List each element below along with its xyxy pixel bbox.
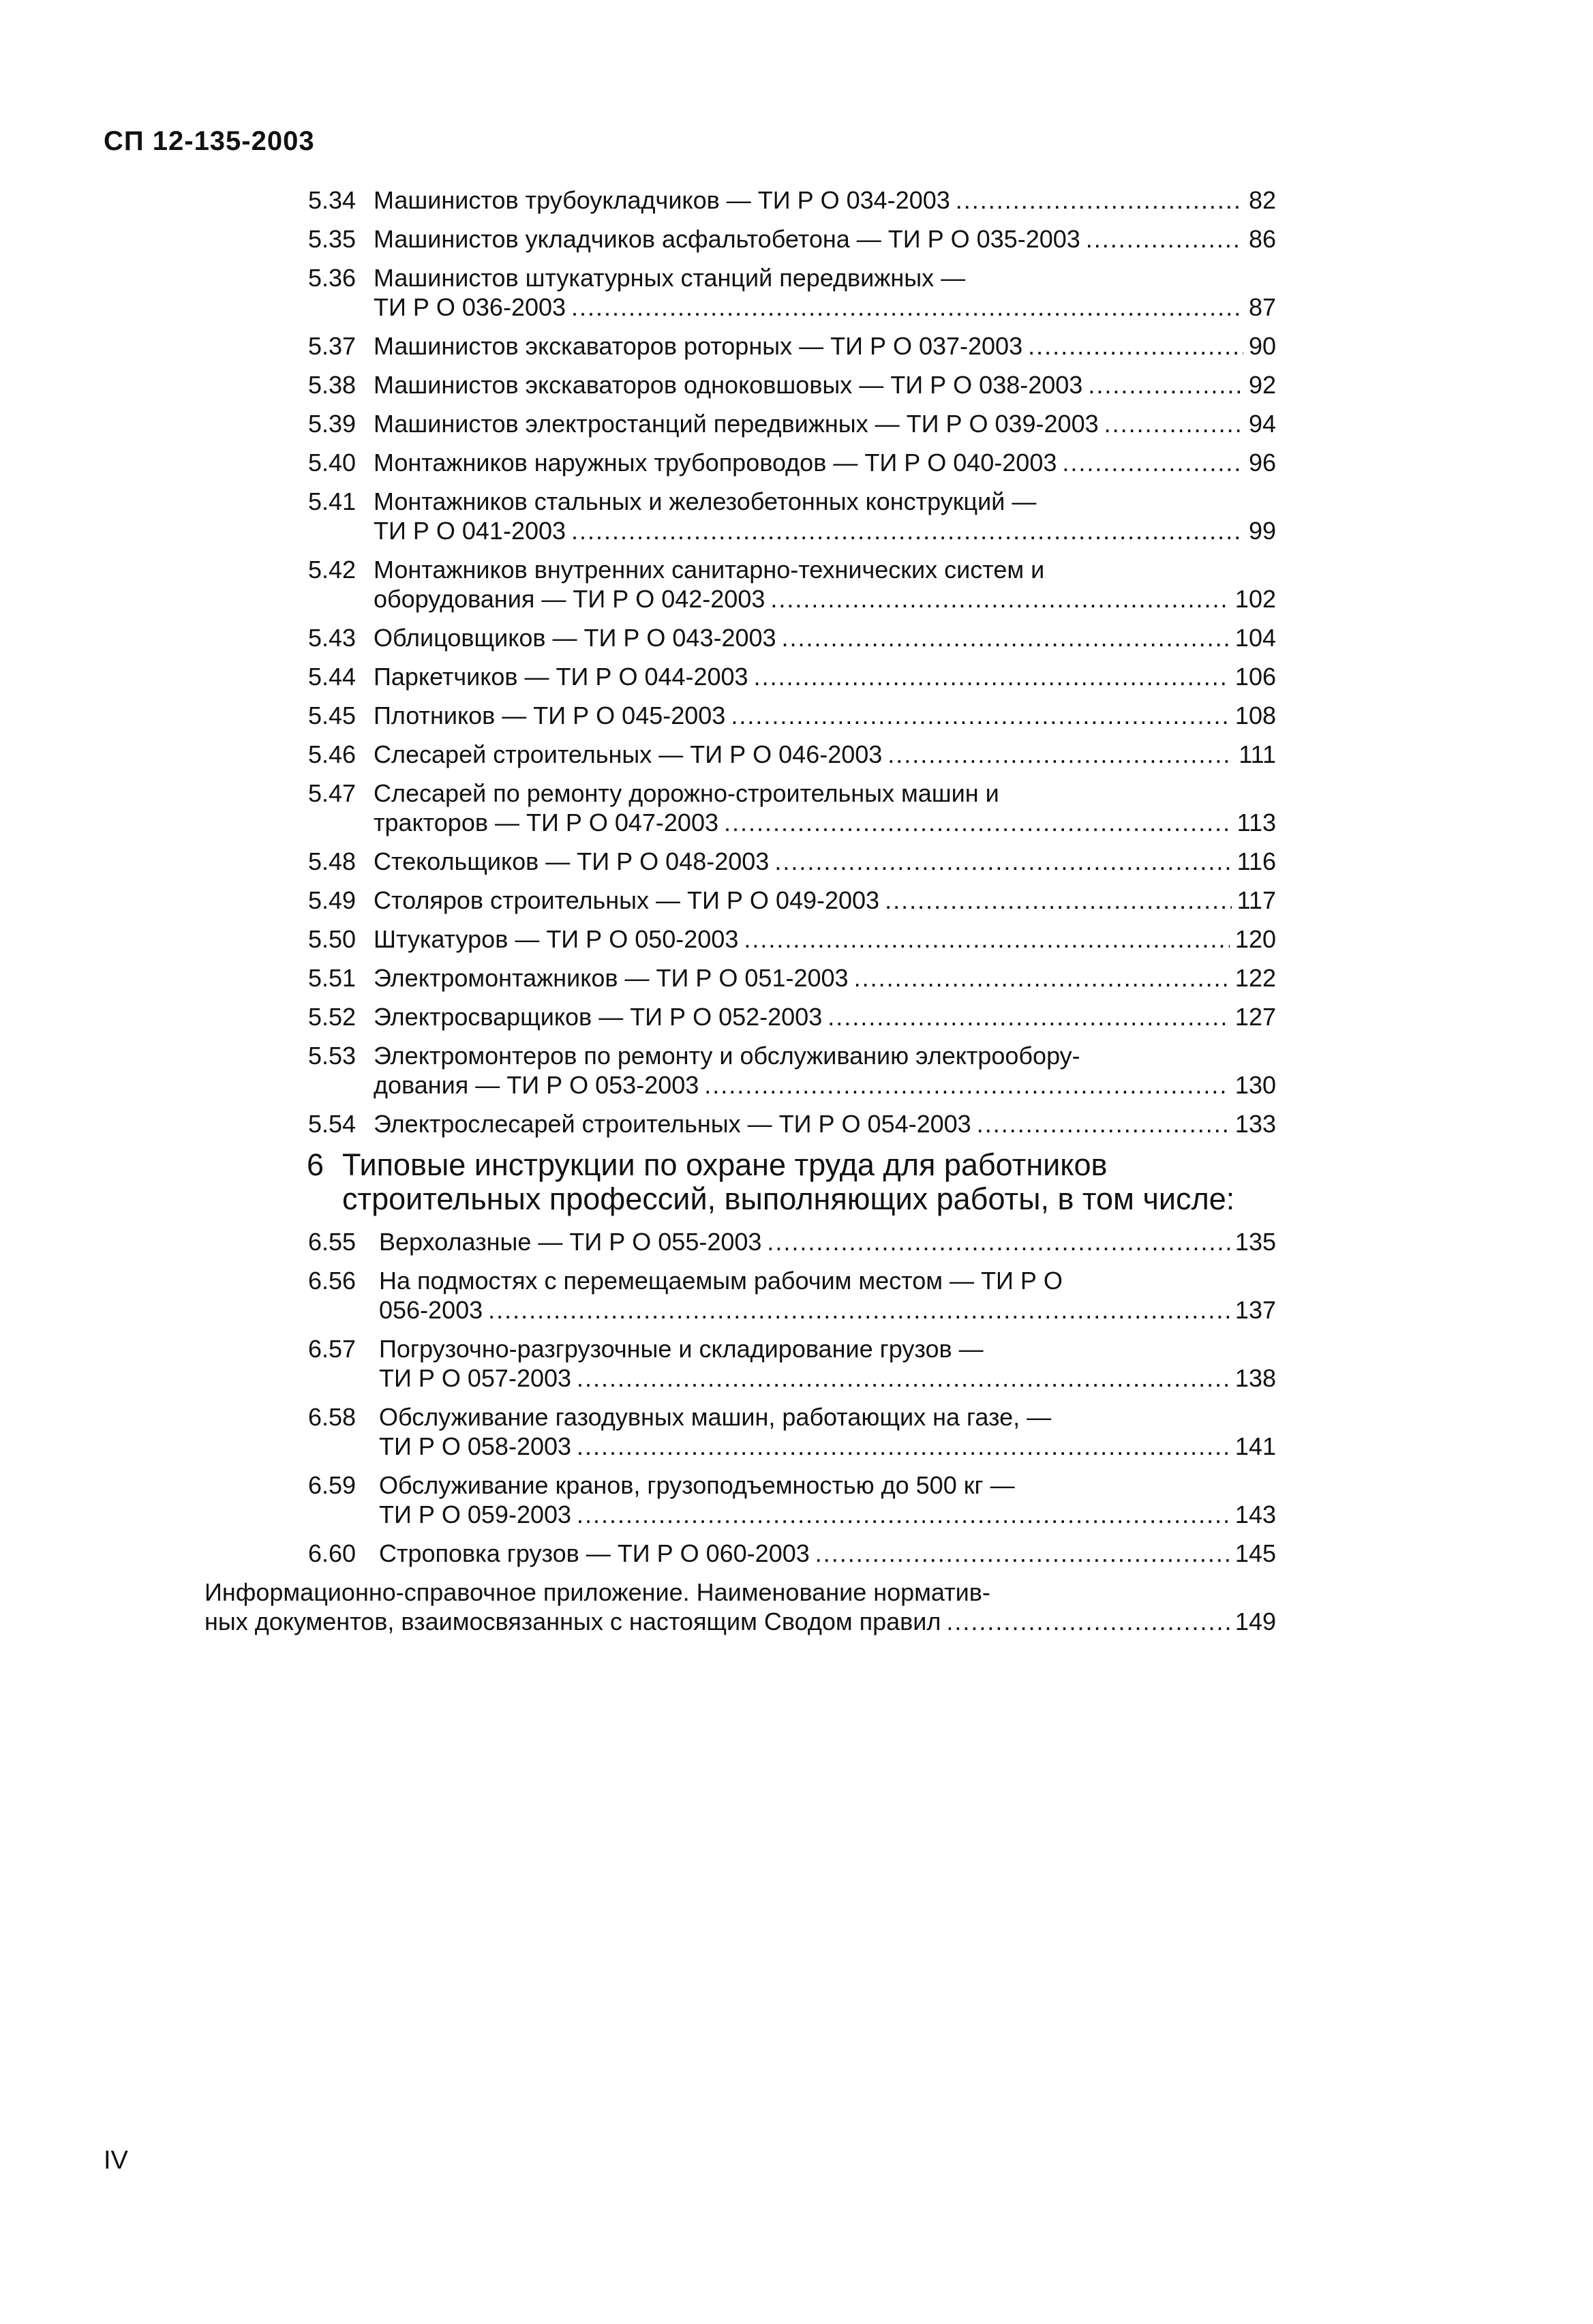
page-number-ref: 130 — [1234, 1071, 1276, 1099]
entry-text: ных документов, взаимосвязанных с настоящим Сводом правил — [204, 1608, 941, 1635]
entry-text: Машинистов электростанций передвижных — ТИ Р О 039-2003 — [374, 410, 1099, 438]
entry-last-line — [308, 1363, 1276, 1393]
entry-number: 5.43 — [308, 624, 356, 652]
entry-first-line — [308, 1002, 1276, 1031]
page-number-ref: 90 — [1248, 332, 1276, 360]
dot-leader — [571, 292, 1243, 322]
toc-entry[interactable] — [308, 963, 1276, 993]
dot-leader — [828, 1002, 1230, 1031]
entry-first-line — [308, 331, 1276, 361]
entry-first-line — [308, 1266, 1276, 1295]
entry-number: 5.51 — [308, 964, 356, 992]
dot-leader — [770, 584, 1230, 614]
entry-number: 6.56 — [308, 1267, 356, 1295]
entry-last-line — [374, 701, 1276, 730]
entry-last-line — [374, 331, 1276, 361]
page-number-ref: 120 — [1234, 925, 1276, 953]
entry-text: ТИ Р О 041-2003 — [374, 517, 566, 545]
entry-first-line — [308, 448, 1276, 477]
entry-first-line — [308, 185, 1276, 215]
entry-first-line — [308, 1041, 1276, 1070]
toc-entry[interactable] — [308, 1041, 1276, 1100]
page-number-ref: 135 — [1234, 1228, 1276, 1256]
page-number-ref: 99 — [1248, 517, 1276, 545]
dot-leader — [577, 1500, 1230, 1529]
entry-number: 6.57 — [308, 1335, 356, 1363]
dot-leader — [956, 185, 1243, 215]
entry-number: 5.39 — [308, 410, 356, 438]
entry-text: Верхолазные — ТИ Р О 055-2003 — [379, 1228, 762, 1256]
entry-text-line: Обслуживание газодувных машин, работающих на газе, — — [379, 1403, 1052, 1431]
entry-number: 5.38 — [308, 371, 356, 399]
toc-entry[interactable] — [308, 924, 1276, 954]
entry-first-line — [308, 886, 1276, 915]
toc-entry[interactable] — [308, 740, 1276, 769]
document-code-header: СП 12-135-2003 — [104, 126, 315, 156]
entry-number: 5.34 — [308, 186, 356, 214]
toc-entry[interactable] — [308, 185, 1276, 215]
entry-first-line — [308, 555, 1276, 584]
toc-entry[interactable] — [308, 370, 1276, 399]
entry-text: Строповка грузов — ТИ Р О 060-2003 — [379, 1539, 810, 1567]
toc-list-section-6 — [308, 1227, 1276, 1568]
toc-list-section-5 — [308, 185, 1276, 1138]
entry-first-line — [308, 662, 1276, 691]
page-number-ref: 137 — [1234, 1296, 1276, 1324]
entry-first-line — [308, 409, 1276, 438]
page-number-ref: 149 — [1234, 1608, 1276, 1635]
toc-entry[interactable] — [308, 1539, 1276, 1568]
toc-entry-appendix[interactable] — [204, 1578, 1276, 1636]
entry-text: Электромонтажников — ТИ Р О 051-2003 — [374, 964, 849, 992]
entry-text-line: Машинистов штукатурных станций передвижных — — [374, 264, 966, 292]
entry-last-line — [308, 1500, 1276, 1529]
entry-text: ТИ Р О 058-2003 — [379, 1432, 572, 1460]
page-number-ref: 113 — [1237, 809, 1276, 836]
toc-entry[interactable] — [308, 555, 1276, 614]
page-number-ref: 94 — [1248, 410, 1276, 438]
entry-number: 5.50 — [308, 925, 356, 953]
entry-first-line — [308, 963, 1276, 993]
page-number-ref: 106 — [1234, 663, 1276, 691]
entry-number: 5.41 — [308, 487, 356, 515]
entry-number: 6.60 — [308, 1539, 356, 1567]
toc-entry[interactable] — [308, 1334, 1276, 1393]
dot-leader — [977, 1109, 1230, 1138]
entry-number: 5.48 — [308, 847, 356, 875]
dot-leader — [854, 963, 1230, 993]
entry-last-line — [204, 1607, 1276, 1636]
entry-number: 5.40 — [308, 449, 356, 477]
entry-text: Электросварщиков — ТИ Р О 052-2003 — [374, 1003, 823, 1031]
dot-leader — [744, 924, 1230, 954]
toc-entry[interactable] — [308, 662, 1276, 691]
entry-text: тракторов — ТИ Р О 047-2003 — [374, 809, 718, 836]
entry-text: Монтажников наружных трубопроводов — ТИ Р О 040-2003 — [374, 449, 1057, 477]
dot-leader — [577, 1432, 1230, 1461]
dot-leader — [782, 623, 1230, 652]
entry-last-line — [374, 963, 1276, 993]
dot-leader — [767, 1227, 1230, 1256]
entry-last-line — [374, 662, 1276, 691]
entry-last-line — [308, 808, 1276, 837]
entry-last-line — [374, 740, 1276, 769]
entry-number: 5.36 — [308, 264, 356, 292]
entry-text-line: Погрузочно-разгрузочные и складирование грузов — — [379, 1335, 984, 1363]
page-number-ref: 141 — [1234, 1432, 1276, 1460]
entry-text: Плотников — ТИ Р О 045-2003 — [374, 701, 726, 729]
dot-leader — [731, 701, 1230, 730]
entry-number: 5.54 — [308, 1110, 356, 1138]
dot-leader — [1088, 370, 1243, 399]
dot-leader — [577, 1363, 1230, 1393]
page-number-ref: 86 — [1248, 225, 1276, 253]
entry-text: Машинистов экскаваторов роторных — ТИ Р О 037-2003 — [374, 332, 1023, 360]
entry-first-line — [308, 740, 1276, 769]
page-number-ref: 87 — [1248, 293, 1276, 321]
entry-text: оборудования — ТИ Р О 042-2003 — [374, 585, 765, 613]
toc-entry[interactable] — [308, 1109, 1276, 1138]
entry-number: 6.58 — [308, 1403, 356, 1431]
entry-first-line — [308, 701, 1276, 730]
page-number-ref: 117 — [1237, 886, 1276, 914]
toc-section-6-heading[interactable] — [307, 1148, 1276, 1216]
toc-entry[interactable] — [308, 886, 1276, 915]
page-number-ref: 122 — [1234, 964, 1276, 992]
entry-text-line: Электромонтеров по ремонту и обслуживанию электрообору- — [374, 1042, 1080, 1070]
entry-first-line — [308, 847, 1276, 876]
entry-last-line — [308, 292, 1276, 322]
entry-text: ТИ Р О 057-2003 — [379, 1364, 572, 1392]
entry-last-line — [374, 1109, 1276, 1138]
entry-text-line: На подмостях с перемещаемым рабочим местом — ТИ Р О — [379, 1267, 1063, 1295]
dot-leader — [774, 847, 1231, 876]
section-title — [342, 1148, 1276, 1216]
entry-first-line — [308, 1402, 1276, 1432]
dot-leader — [571, 516, 1243, 545]
toc-entry[interactable] — [308, 623, 1276, 652]
entry-last-line — [379, 1227, 1276, 1256]
entry-text: Машинистов экскаваторов одноковшовых — ТИ Р О 038-2003 — [374, 371, 1083, 399]
page-number-ref: 92 — [1248, 371, 1276, 399]
entry-text: ТИ Р О 059-2003 — [379, 1500, 572, 1528]
entry-text: Электрослесарей строительных — ТИ Р О 054-2003 — [374, 1110, 971, 1138]
entry-last-line — [308, 516, 1276, 545]
dot-leader — [754, 662, 1230, 691]
entry-first-line — [308, 623, 1276, 652]
toc-entry[interactable] — [308, 701, 1276, 730]
dot-leader — [946, 1607, 1230, 1636]
toc-entry[interactable] — [308, 1227, 1276, 1256]
entry-first-line — [308, 1109, 1276, 1138]
entry-text: Штукатуров — ТИ Р О 050-2003 — [374, 925, 739, 953]
toc-entry[interactable] — [308, 331, 1276, 361]
entry-last-line — [308, 1295, 1276, 1325]
toc-entry[interactable] — [308, 448, 1276, 477]
table-of-contents — [204, 185, 1276, 1636]
entry-number: 5.35 — [308, 225, 356, 253]
entry-number: 5.44 — [308, 663, 356, 691]
dot-leader — [1062, 448, 1243, 477]
dot-leader — [1028, 331, 1243, 361]
dot-leader — [815, 1539, 1230, 1568]
page-number-ref: 111 — [1239, 740, 1276, 768]
entry-text: ТИ Р О 036-2003 — [374, 293, 566, 321]
page-number-ref: 108 — [1234, 701, 1276, 729]
entry-number: 5.47 — [308, 779, 356, 807]
page-number-ref: 102 — [1234, 585, 1276, 613]
page-number-ref: 82 — [1248, 186, 1276, 214]
page-number-ref: 145 — [1234, 1539, 1276, 1567]
entry-text: дования — ТИ Р О 053-2003 — [374, 1071, 699, 1099]
entry-number: 6.59 — [308, 1471, 356, 1499]
entry-text-line: Монтажников стальных и железобетонных конструкций — — [374, 487, 1037, 515]
entry-text: Паркетчиков — ТИ Р О 044-2003 — [374, 663, 748, 691]
entry-last-line — [374, 847, 1276, 876]
entry-text-line: Информационно-справочное приложение. Наименование норматив- — [204, 1578, 990, 1606]
section-number: 6 — [307, 1147, 324, 1182]
entry-first-line — [308, 924, 1276, 954]
entry-text-line: Слесарей по ремонту дорожно-строительных машин и — [374, 779, 999, 807]
entry-last-line — [379, 1539, 1276, 1568]
entry-number: 6.55 — [308, 1228, 356, 1256]
dot-leader — [1104, 409, 1243, 438]
entry-last-line — [374, 448, 1276, 477]
entry-last-line — [308, 1432, 1276, 1461]
entry-text: 056-2003 — [379, 1296, 483, 1324]
entry-number: 5.45 — [308, 701, 356, 729]
page-number-ref: 138 — [1234, 1364, 1276, 1392]
entry-number: 5.37 — [308, 332, 356, 360]
page-number-ref: 96 — [1248, 449, 1276, 477]
toc-entry[interactable] — [308, 1002, 1276, 1031]
page-number: IV — [104, 2146, 128, 2175]
section-title-line: строительных профессий, выполняющих работы, в том числе: — [342, 1181, 1235, 1216]
entry-text: Машинистов укладчиков асфальтобетона — ТИ Р О 035-2003 — [374, 225, 1080, 253]
dot-leader — [704, 1070, 1230, 1100]
entry-last-line — [374, 370, 1276, 399]
page-number-ref: 127 — [1234, 1003, 1276, 1031]
entry-text-line: Монтажников внутренних санитарно-технических систем и — [374, 556, 1045, 584]
entry-first-line — [308, 779, 1276, 808]
entry-first-line — [308, 1539, 1276, 1568]
toc-entry[interactable] — [308, 1470, 1276, 1529]
entry-text: Облицовщиков — ТИ Р О 043-2003 — [374, 624, 776, 652]
entry-number: 5.49 — [308, 886, 356, 914]
toc-entry[interactable] — [308, 224, 1276, 254]
page-number-ref: 116 — [1237, 847, 1276, 875]
entry-first-line — [308, 1227, 1276, 1256]
entry-last-line — [374, 623, 1276, 652]
entry-number: 5.46 — [308, 740, 356, 768]
dot-leader — [1086, 224, 1243, 254]
toc-entry[interactable] — [308, 779, 1276, 837]
entry-last-line — [374, 409, 1276, 438]
entry-first-line — [308, 1470, 1276, 1500]
page-number-ref: 104 — [1234, 624, 1276, 652]
entry-last-line — [374, 1002, 1276, 1031]
entry-last-line — [374, 224, 1276, 254]
section-title-line: Типовые инструкции по охране труда для работников — [342, 1147, 1108, 1182]
entry-text-line: Обслуживание кранов, грузоподъемностью до 500 кг — — [379, 1471, 1015, 1499]
toc-entry[interactable] — [308, 263, 1276, 322]
dot-leader — [885, 886, 1232, 915]
entry-number: 5.53 — [308, 1042, 356, 1070]
toc-entry[interactable] — [308, 1266, 1276, 1325]
dot-leader — [488, 1295, 1230, 1325]
entry-last-line — [308, 584, 1276, 614]
entry-first-line — [308, 487, 1276, 516]
toc-entry[interactable] — [308, 487, 1276, 545]
entry-first-line — [308, 370, 1276, 399]
toc-entry[interactable] — [308, 409, 1276, 438]
entry-text: Слесарей строительных — ТИ Р О 046-2003 — [374, 740, 883, 768]
page-number-ref: 143 — [1234, 1500, 1276, 1528]
dot-leader — [724, 808, 1232, 837]
entry-text: Машинистов трубоукладчиков — ТИ Р О 034-2003 — [374, 186, 950, 214]
entry-text: Столяров строительных — ТИ Р О 049-2003 — [374, 886, 880, 914]
dot-leader — [887, 740, 1233, 769]
entry-last-line — [308, 1070, 1276, 1100]
entry-last-line — [374, 924, 1276, 954]
toc-entry[interactable] — [308, 1402, 1276, 1461]
page-number-ref: 133 — [1234, 1110, 1276, 1138]
entry-text: Стекольщиков — ТИ Р О 048-2003 — [374, 847, 770, 875]
entry-number: 5.52 — [308, 1003, 356, 1031]
toc-entry[interactable] — [308, 847, 1276, 876]
entry-last-line — [374, 185, 1276, 215]
entry-first-line — [308, 224, 1276, 254]
entry-first-line — [308, 1334, 1276, 1363]
entry-number: 5.42 — [308, 556, 356, 584]
entry-last-line — [374, 886, 1276, 915]
entry-first-line — [308, 263, 1276, 292]
